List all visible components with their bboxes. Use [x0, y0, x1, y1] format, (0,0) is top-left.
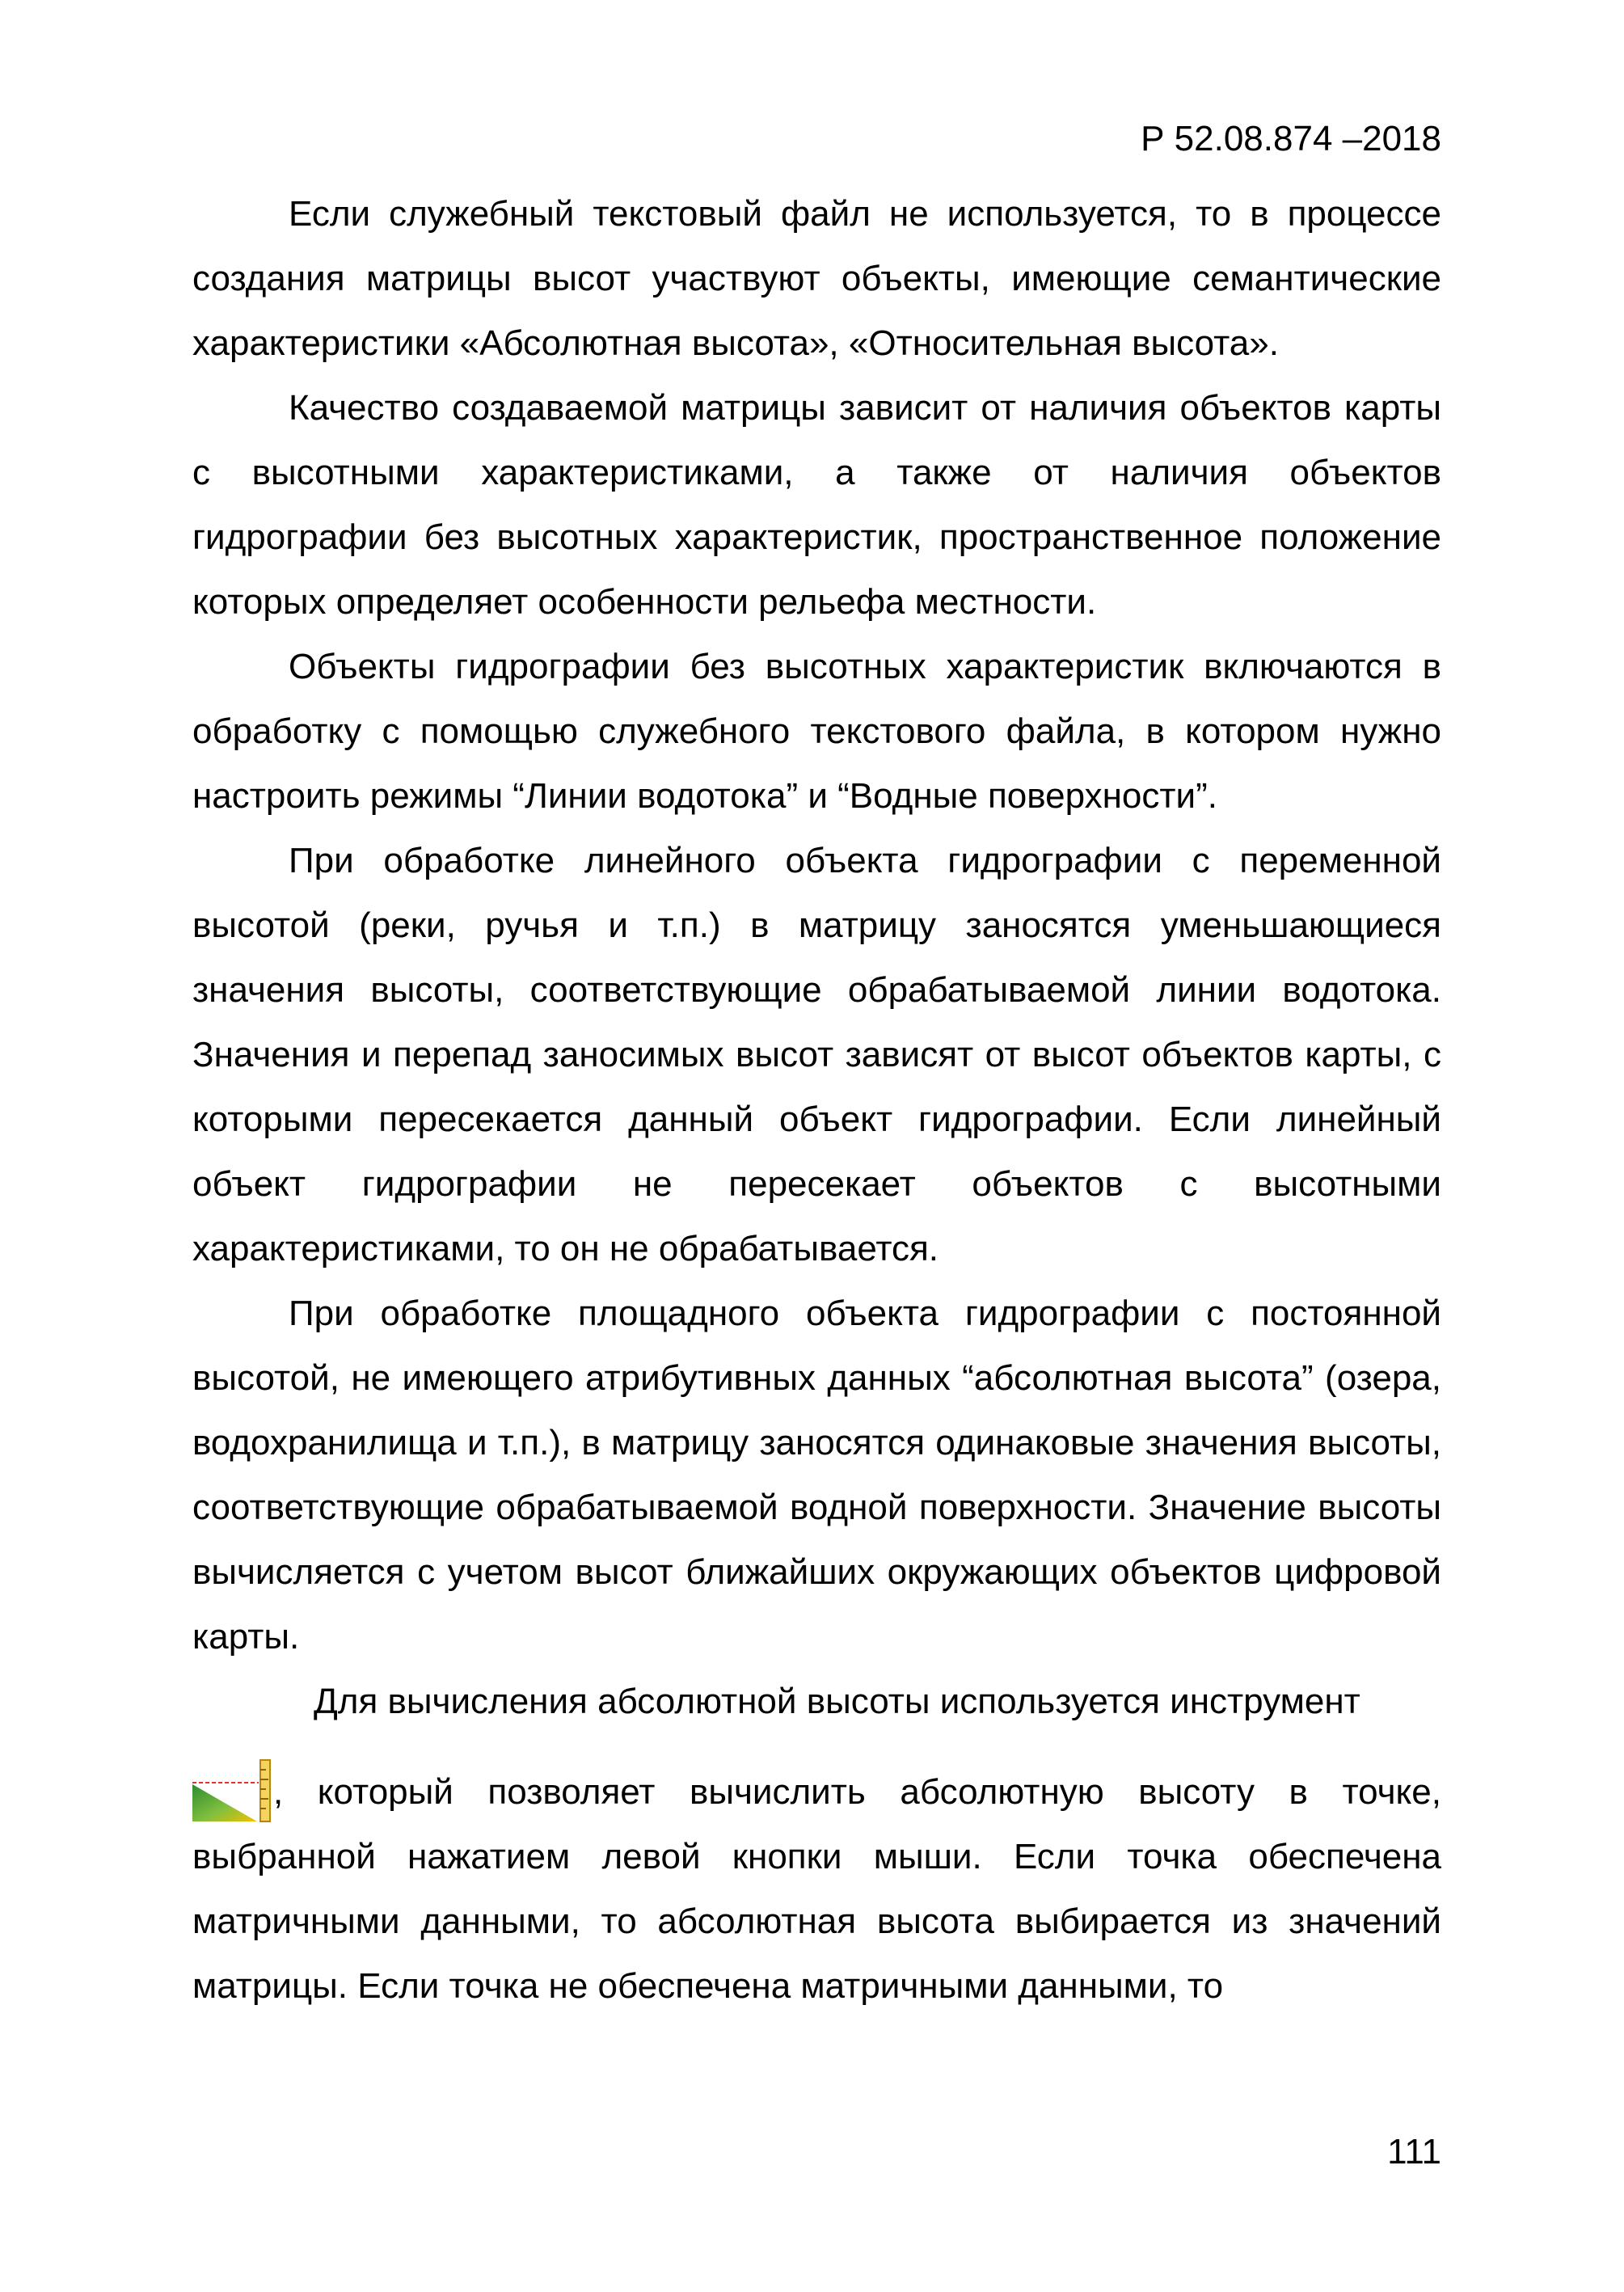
document-body: [192, 182, 1441, 2019]
paragraph-4: При обработке линейного объекта гидрографии с переменной высотой (реки, ручья и т.п.) в матрицу заносятся уменьшающиеся значения высоты, соответствующие обрабатываемой линии водотока. Значения и перепад заносимых высот зависят от высот объектов карты, с которыми пересекается данный объект гидрографии. Если линейный объект гидрографии не пересекает объектов с высотными характеристиками, то он не обрабатывается.: [192, 841, 1441, 1268]
paragraph-3: Объекты гидрографии без высотных характеристик включаются в обработку с помощью служебного текстового файла, в котором нужно настроить режимы “Линии водотока” и “Водные поверхности”.: [192, 647, 1441, 816]
page-number: 111: [1387, 2132, 1441, 2172]
paragraph-5: При обработке площадного объекта гидрографии с постоянной высотой, не имеющего атрибутивных данных “абсолютная высота” (озера, водохранилища и т.п.), в матрицу заносятся одинаковые значения высоты, соответствующие обрабатываемой водной поверхности. Значение высоты вычисляется с учетом высот ближайших окружающих объектов цифровой карты.: [192, 1294, 1441, 1657]
paragraph-2: Качество создаваемой матрицы зависит от наличия объектов карты с высотными характеристиками, а также от наличия объектов гидрографии без высотных характеристик, пространственное положение которых определяет особенности рельефа местности.: [192, 388, 1441, 622]
paragraph-6: Для вычисления абсолютной высоты используется инструмент: [314, 1682, 1360, 1721]
absolute-height-tool-icon: [192, 1758, 273, 1825]
tool-paragraph-continuation: выбранной нажатием левой кнопки мыши. Если точка обеспечена матричными данными, то абсолютная высота выбирается из значений матрицы. Если точка не обеспечена матричными данными, то: [192, 1837, 1441, 2006]
document-code: Р 52.08.874 –2018: [1141, 119, 1441, 158]
paragraph-1: Если служебный текстовый файл не используется, то в процессе создания матрицы высот участвуют объекты, имеющие семантические характеристики «Абсолютная высота», «Относительная высота».: [192, 194, 1441, 363]
tool-paragraph-first-line: , который позволяет вычислить абсолютную высоту в точке,: [273, 1772, 1441, 1812]
tool-line: [192, 1750, 1441, 1825]
